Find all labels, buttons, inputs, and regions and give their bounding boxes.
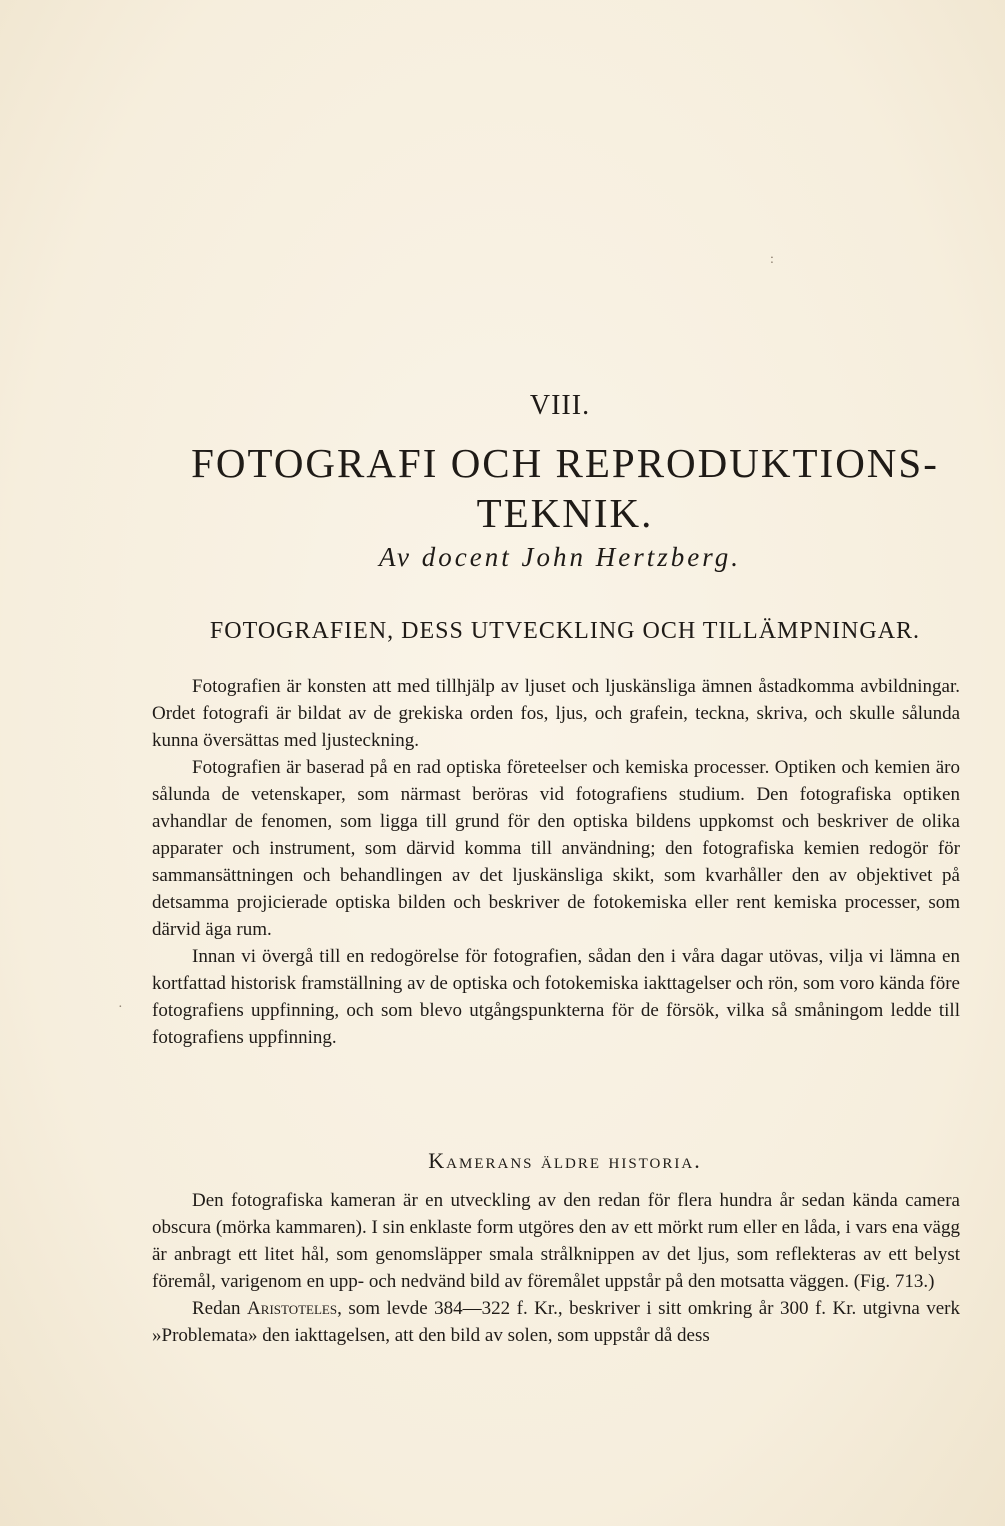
- section-heading: FOTOGRAFIEN, DESS UTVECKLING OCH TILLÄMPNINGAR.: [209, 618, 921, 644]
- chapter-title: FOTOGRAFI OCH REPRODUKTIONS-TEKNIK.: [191, 440, 939, 536]
- speck-mark: ·: [118, 1000, 123, 1015]
- section-body: [152, 673, 960, 1051]
- speck-mark: :: [770, 252, 774, 267]
- paragraph-rest: , som levde 384—322 f. Kr., beskriver i sitt omkring år 300 f. Kr. utgivna verk »Problemata» den iakttagelsen, att den bild av solen, som uppstår då dess: [152, 1298, 961, 1346]
- paragraph: Fotografien är konsten att med tillhjälp av ljuset och ljuskänsliga ämnen åstadkomma avbildningar. Ordet fotografi är bildat av de grekiska orden fos, ljus, och grafein, teckna, skriva, och skulle sålunda kunna översättas med ljusteckning.: [152, 676, 960, 751]
- author-byline: Av docent John Hertzberg.: [379, 542, 741, 572]
- chapter-number: VIII.: [529, 390, 591, 421]
- paragraph: Den fotografiska kameran är en utveckling av den redan för flera hundra år sedan kända camera obscura (mörka kammaren). I sin enklaste form utgöres den av ett mörkt rum eller en låda, i vars ena vägg är anbragt ett litet hål, som genomsläpper smala strålknippen av det ljus, som reflekteras av ett belyst föremål, varigenom en upp- och nedvänd bild av föremålet uppstår på den motsatta väggen. (Fig. 713.): [152, 1190, 960, 1292]
- paragraph: Innan vi övergå till en redogörelse för fotografien, sådan den i våra dagar utövas, vilja vi lämna en kortfattad historisk framställning av de optiska och fotokemiska iakttagelser och rön, som voro kända före fotografiens uppfinning, och som blevo utgångspunkterna för de försök, vilka så småningom ledde till fotografiens uppfinning.: [152, 946, 960, 1048]
- paragraph: Fotografien är baserad på en rad optiska företeelser och kemiska processer. Optiken och kemien äro sålunda de vetenskaper, som närmast beröras vid fotografiens studium. Den fotografiska optiken avhandlar de fenomen, som ligga till grund för den optiska bildens uppkomst och beskriver de olika apparater och instrument, som därvid komma till användning; den fotografiska kemien redogör för sammansättningen och behandlingen av det ljuskänsliga skikt, som kvarhåller den av objektivet på detsamma projicierade optiska bilden och beskriver de fotokemiska eller rent kemiska processer, som därvid äga rum.: [152, 757, 960, 940]
- paragraph-lead: Redan: [192, 1298, 241, 1319]
- subsection-heading: Kamerans äldre historia.: [428, 1148, 702, 1173]
- subsection-body: [152, 1187, 960, 1349]
- author-name: Aristoteles: [247, 1298, 338, 1319]
- paragraph: [152, 1295, 960, 1349]
